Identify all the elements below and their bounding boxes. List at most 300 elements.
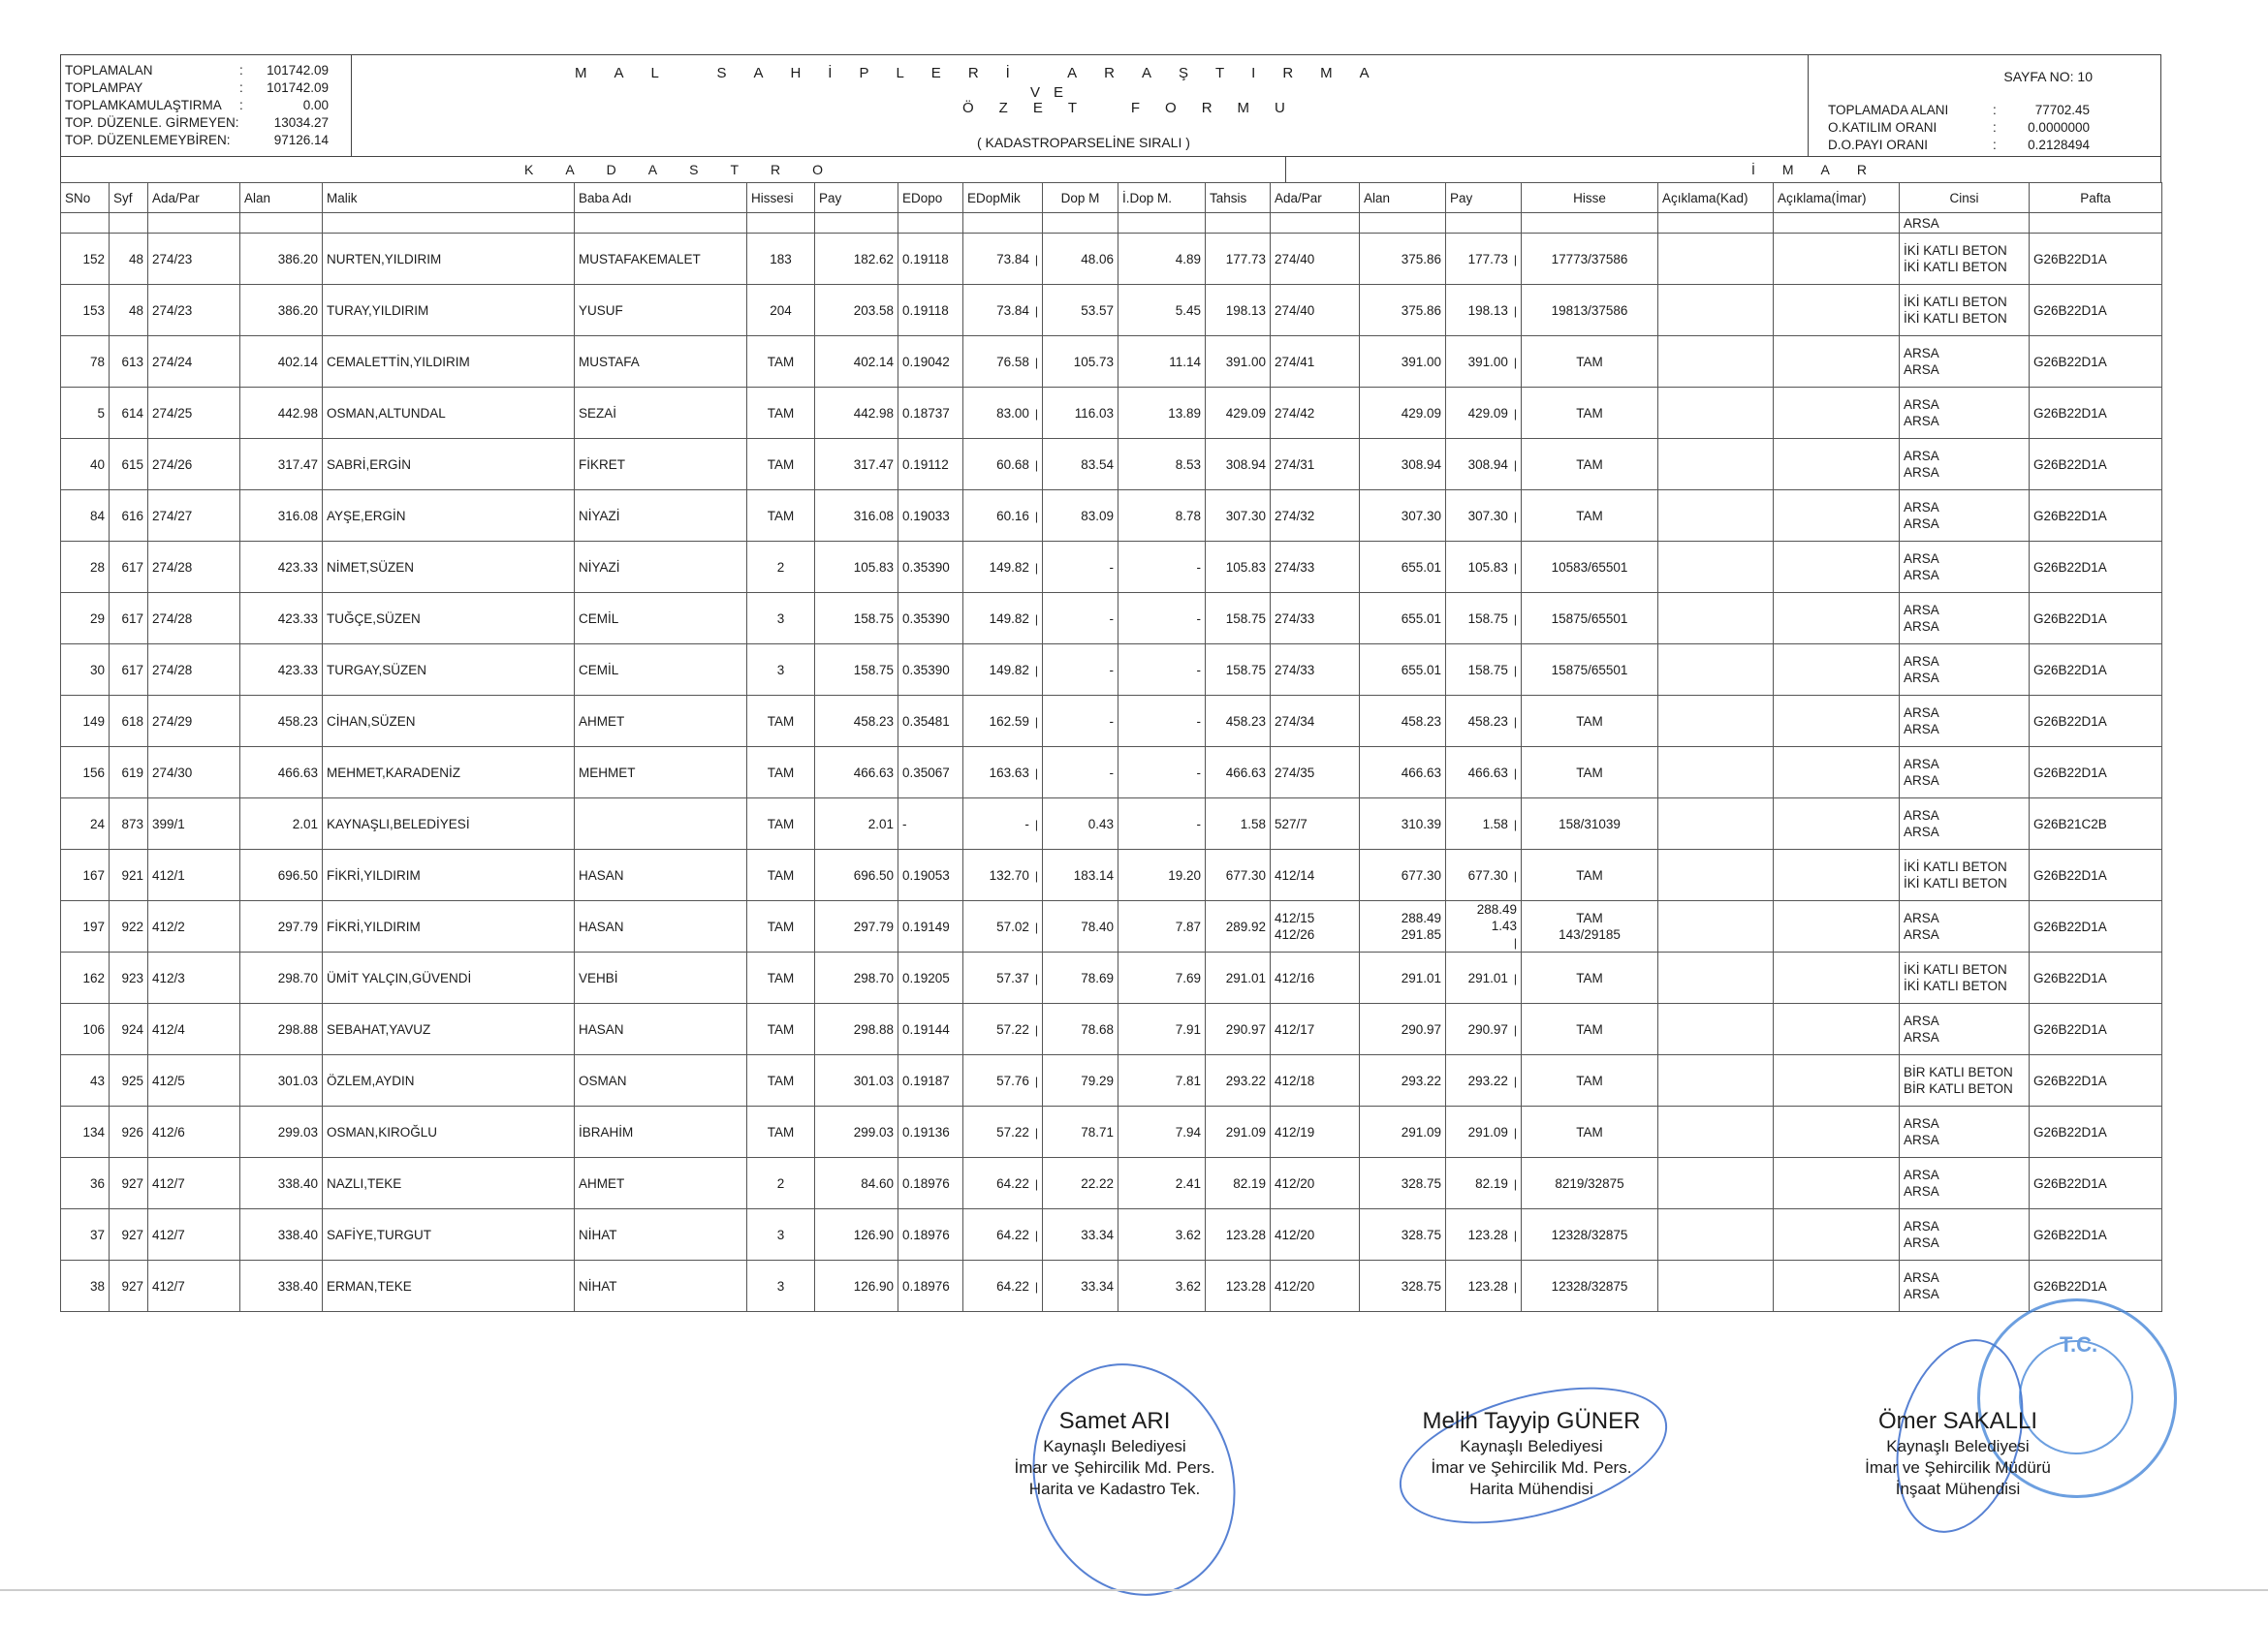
cell-malik: TUĞÇE,SÜZEN	[323, 593, 575, 644]
cell-aciklama	[1774, 747, 1900, 798]
cell-edopo: 0.19112	[898, 439, 963, 490]
cell-hissesi: TAM	[747, 1107, 815, 1158]
cell-sno: 24	[61, 798, 110, 850]
cell-baba: MUSTAFAKEMALET	[575, 234, 747, 285]
title-line-2: ÖZET FORMU	[962, 100, 1310, 116]
cell-alan: 316.08	[240, 490, 323, 542]
cell-pay: 126.90	[815, 1261, 898, 1312]
table-row	[61, 234, 2162, 285]
table-row	[61, 285, 2162, 336]
table-row	[61, 798, 2162, 850]
table-row	[61, 696, 2162, 747]
cell-aciklama	[1774, 696, 1900, 747]
totals-block	[61, 55, 352, 156]
cell-ipay: 291.09 |	[1446, 1107, 1522, 1158]
cell-line: ARSA	[1904, 1219, 1939, 1234]
total-sep: :	[239, 80, 243, 95]
section-imar: İMAR	[1285, 157, 2160, 182]
cell-syf: 619	[110, 747, 148, 798]
section-kadastro: KADASTRO	[524, 162, 856, 177]
table-row	[61, 901, 2162, 953]
cell-dopm: 105.73	[1043, 336, 1118, 388]
table-row	[61, 953, 2162, 1004]
cell-line: ARSA	[1904, 1030, 1939, 1045]
cell-edopo: 0.19053	[898, 850, 963, 901]
signatory-name: Samet ARI	[1058, 1408, 1171, 1434]
cell-aciklama	[1774, 593, 1900, 644]
cell-pay: 299.03	[815, 1107, 898, 1158]
cell-edopmik: 73.84 |	[963, 285, 1043, 336]
column-header: EDopo	[898, 183, 963, 213]
cell-sno: 29	[61, 593, 110, 644]
cell-adapar: 274/24	[148, 336, 240, 388]
cell-tahsis: 198.13	[1206, 285, 1271, 336]
cell-line: ARSA	[1904, 568, 1939, 582]
cell-pay: 442.98	[815, 388, 898, 439]
cell-idopm: 7.94	[1118, 1107, 1206, 1158]
cell-adapar: 274/23	[148, 234, 240, 285]
cell-hisse: 158/31039	[1522, 798, 1658, 850]
cell-adapar: 274/25	[148, 388, 240, 439]
cell-hisse	[1522, 901, 1658, 953]
cell-pafta: G26B22D1A	[2030, 388, 2162, 439]
cell-dopm: 78.69	[1043, 953, 1118, 1004]
cell-pay: 203.58	[815, 285, 898, 336]
cell-tahsis: 293.22	[1206, 1055, 1271, 1107]
cell-edopo: 0.19187	[898, 1055, 963, 1107]
cell-aciklama	[1774, 439, 1900, 490]
cell-adapar: 412/7	[148, 1158, 240, 1209]
cell-aciklama	[1658, 1209, 1774, 1261]
pre-row-cinsi: ARSA	[1900, 213, 2030, 234]
cell-ialan: 310.39	[1360, 798, 1446, 850]
cell-baba: SEZAİ	[575, 388, 747, 439]
total-value: 13034.27	[273, 115, 329, 130]
cell-aciklama	[1658, 747, 1774, 798]
cell-ialan: 391.00	[1360, 336, 1446, 388]
table-row	[61, 850, 2162, 901]
cell-edopmik: - |	[963, 798, 1043, 850]
cell-ialan: 466.63	[1360, 747, 1446, 798]
signatory-org: Kaynaşlı Belediyesi	[1460, 1437, 1603, 1455]
cell-edopmik: 60.68 |	[963, 439, 1043, 490]
cell-malik: FİKRİ,YILDIRIM	[323, 901, 575, 953]
cell-line: 288.49	[1401, 911, 1441, 925]
cell-iadapar: 274/41	[1271, 336, 1360, 388]
cell-aciklama	[1658, 850, 1774, 901]
table-row	[61, 1107, 2162, 1158]
cell-iadapar: 412/16	[1271, 953, 1360, 1004]
empty-cell	[148, 213, 240, 234]
cell-tahsis: 123.28	[1206, 1209, 1271, 1261]
cell-cinsi	[1900, 1158, 2030, 1209]
signatory-org: Kaynaşlı Belediyesi	[1043, 1437, 1186, 1455]
cell-syf: 617	[110, 593, 148, 644]
cell-syf: 617	[110, 644, 148, 696]
cell-alan: 298.88	[240, 1004, 323, 1055]
cell-hisse: TAM	[1522, 439, 1658, 490]
cell-hisse: 12328/32875	[1522, 1209, 1658, 1261]
cell-adapar: 412/1	[148, 850, 240, 901]
cell-idopm: 3.62	[1118, 1209, 1206, 1261]
cell-iadapar: 274/33	[1271, 542, 1360, 593]
cell-malik: KAYNAŞLI,BELEDİYESİ	[323, 798, 575, 850]
empty-cell	[963, 213, 1043, 234]
empty-cell	[898, 213, 963, 234]
cell-syf: 922	[110, 901, 148, 953]
cell-pay: 105.83	[815, 542, 898, 593]
cell-syf: 48	[110, 285, 148, 336]
cell-cinsi	[1900, 439, 2030, 490]
cell-alan: 458.23	[240, 696, 323, 747]
cell-aciklama	[1774, 1158, 1900, 1209]
cell-sno: 5	[61, 388, 110, 439]
cell-tahsis: 289.92	[1206, 901, 1271, 953]
page-no-value: 10	[2077, 69, 2093, 84]
cell-hissesi: 2	[747, 542, 815, 593]
cell-iadapar: 274/34	[1271, 696, 1360, 747]
cell-malik: ERMAN,TEKE	[323, 1261, 575, 1312]
cell-tahsis: 308.94	[1206, 439, 1271, 490]
cell-syf: 924	[110, 1004, 148, 1055]
cell-dopm: 78.68	[1043, 1004, 1118, 1055]
cell-pafta: G26B22D1A	[2030, 1004, 2162, 1055]
column-header: Ada/Par	[1271, 183, 1360, 213]
cell-pafta: G26B22D1A	[2030, 234, 2162, 285]
cell-iadapar: 274/31	[1271, 439, 1360, 490]
cell-pay: 696.50	[815, 850, 898, 901]
cell-hissesi: TAM	[747, 490, 815, 542]
cell-hissesi: 3	[747, 1209, 815, 1261]
cell-edopo: 0.19042	[898, 336, 963, 388]
empty-cell	[1118, 213, 1206, 234]
cell-alan: 423.33	[240, 542, 323, 593]
cell-aciklama	[1658, 490, 1774, 542]
cell-aciklama	[1658, 696, 1774, 747]
cell-pay: 297.79	[815, 901, 898, 953]
cell-adapar: 412/6	[148, 1107, 240, 1158]
cell-alan: 338.40	[240, 1158, 323, 1209]
cell-iadapar: 274/33	[1271, 644, 1360, 696]
cell-iadapar: 412/20	[1271, 1209, 1360, 1261]
cell-ipay: 123.28 |	[1446, 1209, 1522, 1261]
total-sep	[239, 114, 251, 132]
cell-ipay: 308.94 |	[1446, 439, 1522, 490]
cell-malik: TURGAY,SÜZEN	[323, 644, 575, 696]
cell-line: ARSA	[1904, 1184, 1939, 1199]
pre-row	[61, 213, 2162, 234]
cell-alan: 423.33	[240, 644, 323, 696]
cell-ipay: 429.09 |	[1446, 388, 1522, 439]
total-row	[65, 114, 347, 132]
cell-aciklama	[1774, 798, 1900, 850]
cell-edopo: 0.35067	[898, 747, 963, 798]
cell-line: ARSA	[1904, 500, 1939, 515]
ratio-row	[1828, 119, 2090, 137]
ratio-sep: :	[1993, 103, 1997, 117]
column-header: Alan	[1360, 183, 1446, 213]
cell-malik: FİKRİ,YILDIRIM	[323, 850, 575, 901]
cell-aciklama	[1774, 901, 1900, 953]
cell-syf: 48	[110, 234, 148, 285]
signatory-title: İnşaat Mühendisi	[1895, 1480, 2021, 1498]
cell-aciklama	[1658, 798, 1774, 850]
cell-ialan: 375.86	[1360, 285, 1446, 336]
ratio-row	[1828, 102, 2090, 119]
cell-pafta: G26B22D1A	[2030, 1261, 2162, 1312]
cell-line: ARSA	[1904, 773, 1939, 788]
column-header: Hissesi	[747, 183, 815, 213]
cell-baba: NİHAT	[575, 1209, 747, 1261]
cell-adapar: 399/1	[148, 798, 240, 850]
cell-line: ARSA	[1904, 603, 1939, 617]
cell-hissesi: 204	[747, 285, 815, 336]
column-header: Malik	[323, 183, 575, 213]
cell-malik: CİHAN,SÜZEN	[323, 696, 575, 747]
cell-line: ARSA	[1904, 1014, 1939, 1028]
title-ve: VE	[1030, 84, 1078, 101]
cell-adapar: 274/28	[148, 644, 240, 696]
cell-alan: 297.79	[240, 901, 323, 953]
cell-sno: 30	[61, 644, 110, 696]
cell-aciklama	[1658, 234, 1774, 285]
cell-cinsi	[1900, 593, 2030, 644]
cell-tahsis: 429.09	[1206, 388, 1271, 439]
cell-hissesi: TAM	[747, 798, 815, 850]
table-row	[61, 336, 2162, 388]
cell-edopo: 0.35390	[898, 593, 963, 644]
cell-pafta: G26B21C2B	[2030, 798, 2162, 850]
column-header: Baba Adı	[575, 183, 747, 213]
cell-pay: 317.47	[815, 439, 898, 490]
cell-idopm: 7.91	[1118, 1004, 1206, 1055]
cell-alan: 402.14	[240, 336, 323, 388]
cell-ialan: 328.75	[1360, 1209, 1446, 1261]
cell-aciklama	[1658, 336, 1774, 388]
cell-tahsis: 307.30	[1206, 490, 1271, 542]
cell-idopm: 4.89	[1118, 234, 1206, 285]
cell-idopm: 7.69	[1118, 953, 1206, 1004]
cell-line: ARSA	[1904, 362, 1939, 377]
cell-sno: 156	[61, 747, 110, 798]
cell-cinsi	[1900, 850, 2030, 901]
cell-line: İKİ KATLI BETON	[1904, 311, 2007, 326]
cell-dopm: 22.22	[1043, 1158, 1118, 1209]
cell-ipay: 466.63 |	[1446, 747, 1522, 798]
cell-hisse: 15875/65501	[1522, 644, 1658, 696]
cell-aciklama	[1774, 336, 1900, 388]
cell-aciklama	[1658, 953, 1774, 1004]
cell-edopmik: 73.84 |	[963, 234, 1043, 285]
table-row	[61, 593, 2162, 644]
cell-hisse: TAM	[1522, 850, 1658, 901]
cell-ialan: 291.09	[1360, 1107, 1446, 1158]
cell-line: ARSA	[1904, 911, 1939, 925]
cell-pafta: G26B22D1A	[2030, 336, 2162, 388]
cell-hisse: TAM	[1522, 1055, 1658, 1107]
cell-hisse: 17773/37586	[1522, 234, 1658, 285]
cell-iadapar: 274/40	[1271, 285, 1360, 336]
cell-alan: 298.70	[240, 953, 323, 1004]
cell-syf: 613	[110, 336, 148, 388]
section-header	[60, 157, 2161, 182]
cell-hissesi: TAM	[747, 850, 815, 901]
cell-hisse: TAM	[1522, 388, 1658, 439]
cell-cinsi	[1900, 1004, 2030, 1055]
cell-tahsis: 290.97	[1206, 1004, 1271, 1055]
cell-baba: CEMİL	[575, 593, 747, 644]
cell-idopm: -	[1118, 542, 1206, 593]
empty-cell	[2030, 213, 2162, 234]
cell-dopm: 0.43	[1043, 798, 1118, 850]
cell-hissesi: 183	[747, 234, 815, 285]
cell-baba: FİKRET	[575, 439, 747, 490]
cell-idopm: 11.14	[1118, 336, 1206, 388]
cell-baba: HASAN	[575, 850, 747, 901]
cell-baba: AHMET	[575, 1158, 747, 1209]
signatory-dept: İmar ve Şehircilik Md. Pers.	[1431, 1458, 1632, 1477]
cell-baba: MUSTAFA	[575, 336, 747, 388]
column-header: Pay	[815, 183, 898, 213]
cell-line: İKİ KATLI BETON	[1904, 243, 2007, 258]
cell-pafta: G26B22D1A	[2030, 593, 2162, 644]
cell-hissesi: 2	[747, 1158, 815, 1209]
cell-aciklama	[1774, 1261, 1900, 1312]
total-row	[65, 132, 347, 149]
cell-edopmik: 149.82 |	[963, 593, 1043, 644]
cell-aciklama	[1774, 1004, 1900, 1055]
cell-iadapar: 274/40	[1271, 234, 1360, 285]
cell-idopm: 7.81	[1118, 1055, 1206, 1107]
cell-idopm: 3.62	[1118, 1261, 1206, 1312]
empty-cell	[1271, 213, 1360, 234]
cell-tahsis: 123.28	[1206, 1261, 1271, 1312]
cell-syf: 618	[110, 696, 148, 747]
cell-edopo: 0.19118	[898, 285, 963, 336]
cell-line: ARSA	[1904, 757, 1939, 771]
cell-aciklama	[1774, 1107, 1900, 1158]
cell-edopo: 0.18737	[898, 388, 963, 439]
cell-alan: 696.50	[240, 850, 323, 901]
cell-hisse: TAM	[1522, 953, 1658, 1004]
cell-edopmik: 64.22 |	[963, 1158, 1043, 1209]
cell-pafta: G26B22D1A	[2030, 1209, 2162, 1261]
empty-cell	[575, 213, 747, 234]
cell-idopm: -	[1118, 747, 1206, 798]
total-sep	[239, 132, 251, 149]
cell-edopmik: 57.22 |	[963, 1004, 1043, 1055]
cell-malik: MEHMET,KARADENİZ	[323, 747, 575, 798]
cell-iadapar: 274/33	[1271, 593, 1360, 644]
page-info-block	[1808, 55, 2160, 156]
cell-edopmik: 83.00 |	[963, 388, 1043, 439]
cell-ipay: 158.75 |	[1446, 593, 1522, 644]
cell-adapar: 412/5	[148, 1055, 240, 1107]
cell-ialan: 293.22	[1360, 1055, 1446, 1107]
cell-pay: 316.08	[815, 490, 898, 542]
cell-dopm: 83.09	[1043, 490, 1118, 542]
cell-line: ARSA	[1904, 1235, 1939, 1250]
cell-edopmik: 57.37 |	[963, 953, 1043, 1004]
cell-alan: 423.33	[240, 593, 323, 644]
ownership-table	[60, 182, 2162, 1312]
cell-line: ARSA	[1904, 654, 1939, 669]
cell-syf: 926	[110, 1107, 148, 1158]
cell-iadapar: 412/17	[1271, 1004, 1360, 1055]
column-header: SNo	[61, 183, 110, 213]
cell-ipay: 105.83 |	[1446, 542, 1522, 593]
cell-ialan: 655.01	[1360, 644, 1446, 696]
cell-line: ARSA	[1904, 1133, 1939, 1147]
cell-edopo: 0.18976	[898, 1209, 963, 1261]
cell-sno: 40	[61, 439, 110, 490]
cell-aciklama	[1774, 234, 1900, 285]
cell-pay: 298.88	[815, 1004, 898, 1055]
cell-dopm: 78.71	[1043, 1107, 1118, 1158]
cell-dopm: -	[1043, 542, 1118, 593]
cell-sno: 149	[61, 696, 110, 747]
cell-cinsi	[1900, 644, 2030, 696]
cell-cinsi	[1900, 336, 2030, 388]
cell-sno: 36	[61, 1158, 110, 1209]
cell-pafta: G26B22D1A	[2030, 1055, 2162, 1107]
cell-adapar: 274/27	[148, 490, 240, 542]
cell-hisse: 15875/65501	[1522, 593, 1658, 644]
cell-adapar: 274/28	[148, 542, 240, 593]
cell-line: 412/15	[1275, 911, 1315, 925]
cell-ialan: 655.01	[1360, 542, 1446, 593]
cell-line: ARSA	[1904, 1287, 1939, 1301]
cell-line: ARSA	[1904, 516, 1939, 531]
cell-ipay: 293.22 |	[1446, 1055, 1522, 1107]
form-sheet	[60, 54, 2161, 1312]
cell-tahsis: 291.01	[1206, 953, 1271, 1004]
cell-ipay: 123.28 |	[1446, 1261, 1522, 1312]
table-row	[61, 1158, 2162, 1209]
cell-sno: 197	[61, 901, 110, 953]
ratio-value: 77702.45	[2034, 103, 2090, 117]
cell-line: ARSA	[1904, 825, 1939, 839]
table-row	[61, 1261, 2162, 1312]
cell-edopo: 0.35481	[898, 696, 963, 747]
cell-alan: 299.03	[240, 1107, 323, 1158]
cell-cinsi	[1900, 388, 2030, 439]
empty-cell	[323, 213, 575, 234]
cell-sno: 84	[61, 490, 110, 542]
cell-cinsi	[1900, 696, 2030, 747]
cell-edopo: 0.19136	[898, 1107, 963, 1158]
cell-hissesi: 3	[747, 644, 815, 696]
cell-adapar: 412/3	[148, 953, 240, 1004]
signature-block	[1793, 1407, 2123, 1500]
cell-hisse: TAM	[1522, 490, 1658, 542]
cell-pafta: G26B22D1A	[2030, 285, 2162, 336]
cell-dopm: 83.54	[1043, 439, 1118, 490]
page-bottom-rule	[0, 1589, 2268, 1591]
cell-idopm: 5.45	[1118, 285, 1206, 336]
cell-line: ARSA	[1904, 414, 1939, 428]
cell-pay: 466.63	[815, 747, 898, 798]
cell-edopo: 0.18976	[898, 1158, 963, 1209]
empty-cell	[1774, 213, 1900, 234]
cell-idopm: 13.89	[1118, 388, 1206, 439]
cell-pafta: G26B22D1A	[2030, 696, 2162, 747]
cell-line: ARSA	[1904, 705, 1939, 720]
table-row	[61, 1055, 2162, 1107]
cell-iadapar: 412/18	[1271, 1055, 1360, 1107]
cell-tahsis: 466.63	[1206, 747, 1271, 798]
cell-sno: 28	[61, 542, 110, 593]
